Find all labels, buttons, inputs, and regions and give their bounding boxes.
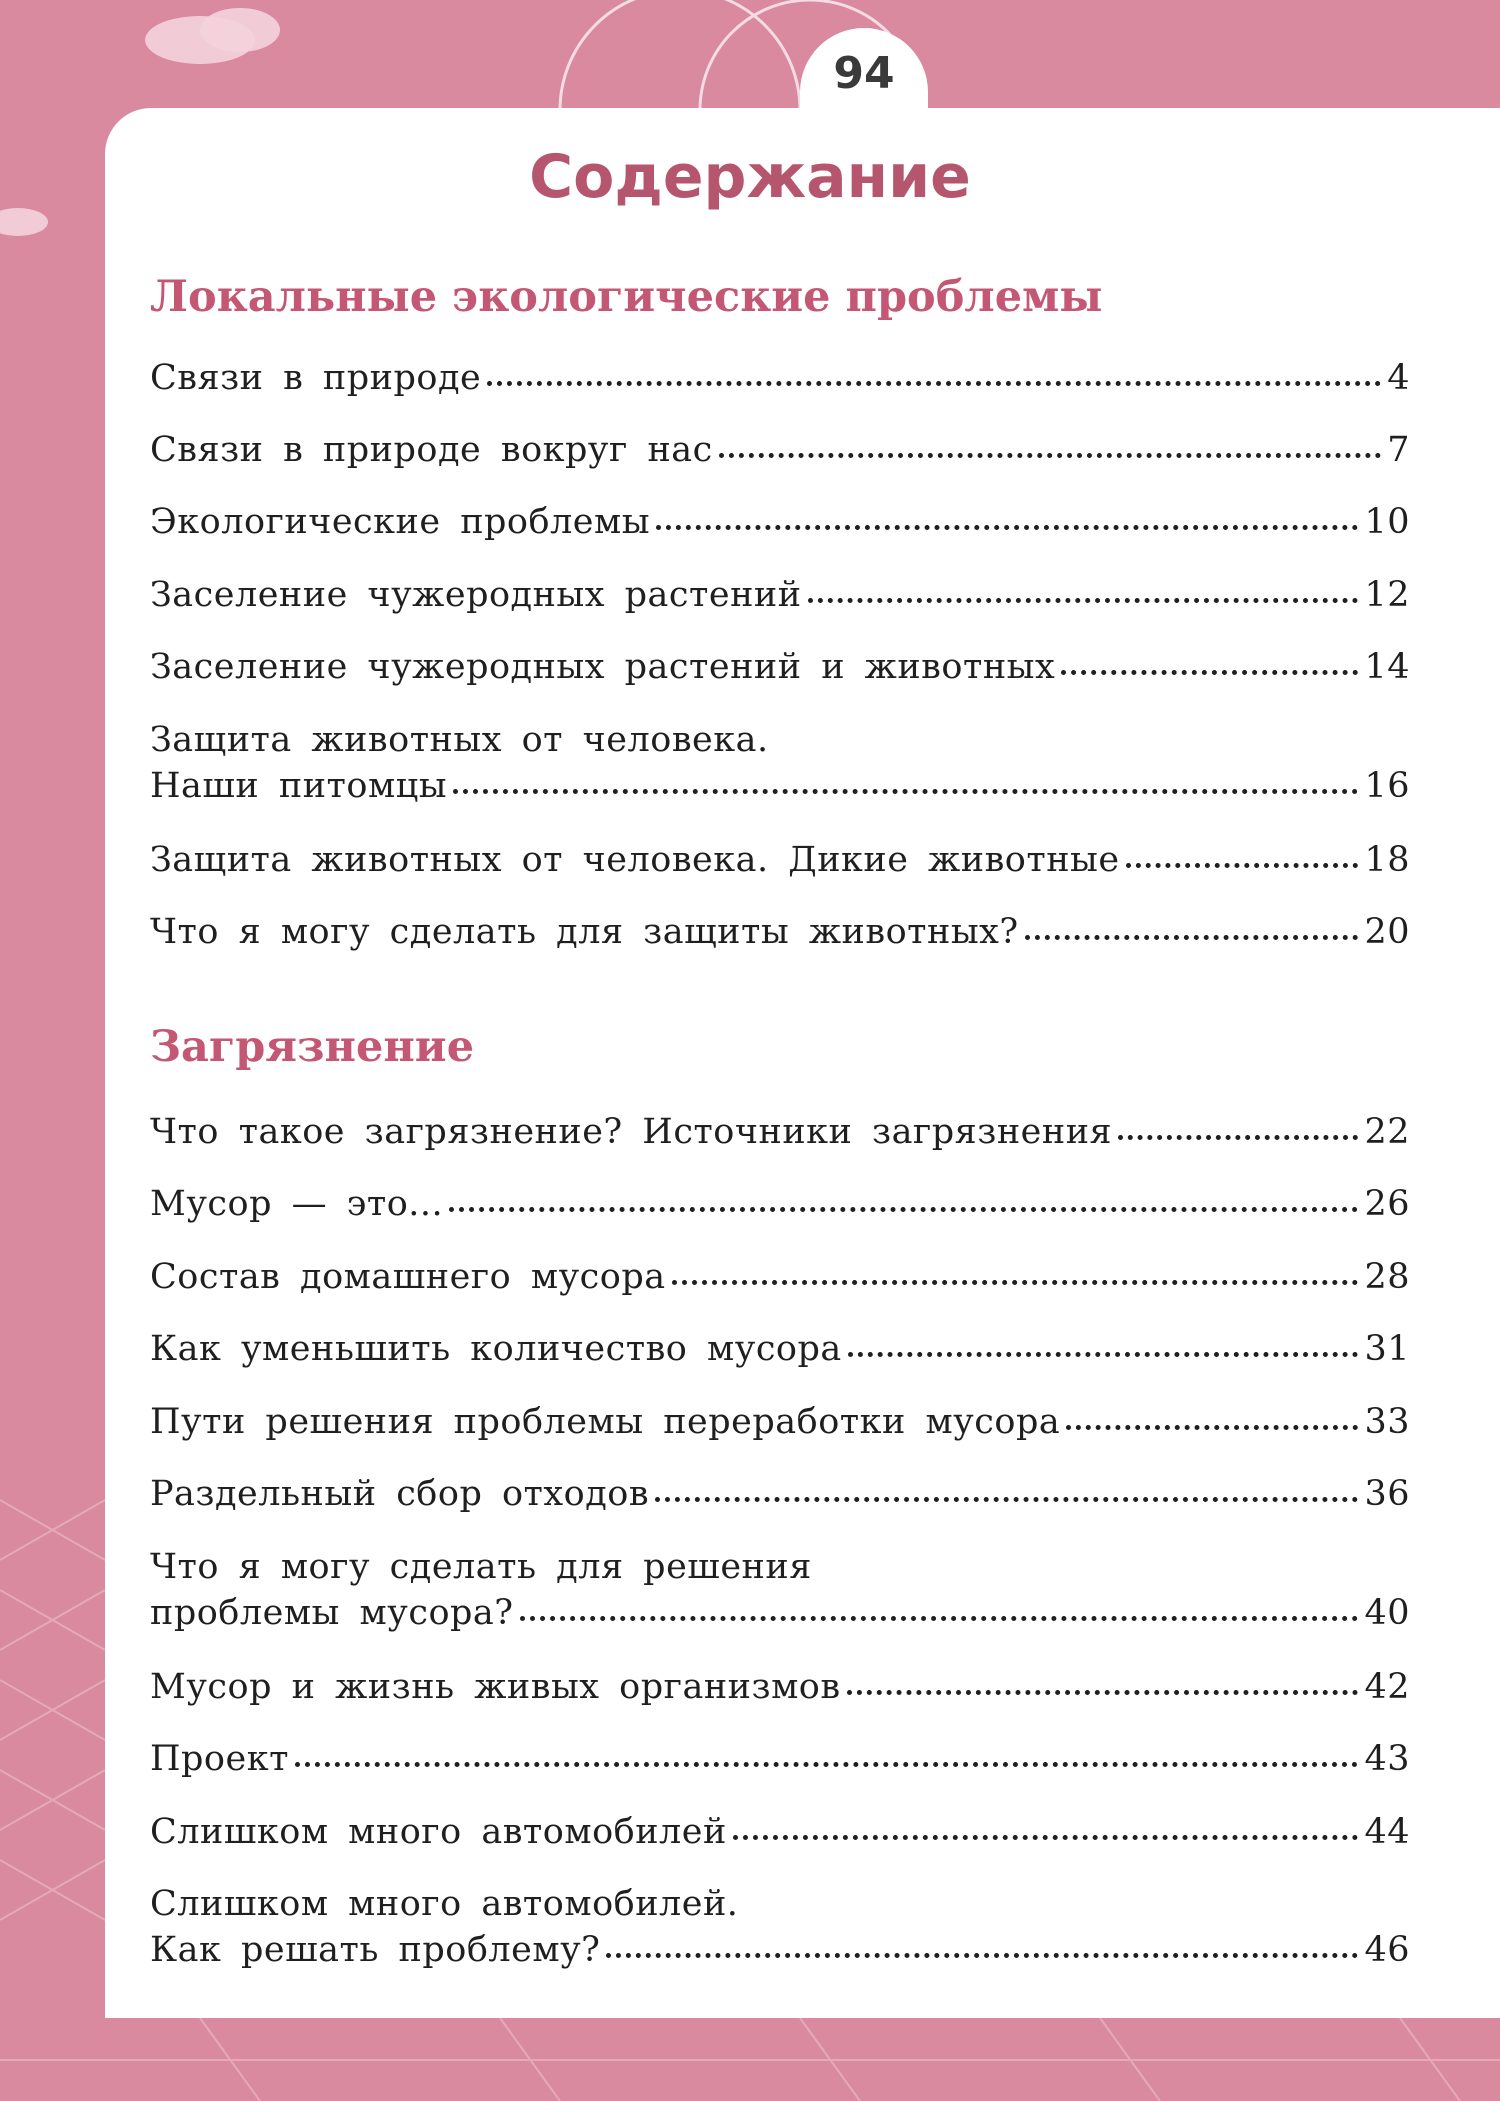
dot-leader [520, 1616, 1359, 1621]
toc-entry-title: Связи в природе вокруг нас [150, 430, 713, 470]
dot-leader [808, 598, 1359, 603]
toc-entry-page: 18 [1364, 840, 1410, 880]
dot-leader [1126, 863, 1359, 868]
toc-entry-page: 40 [1364, 1593, 1410, 1633]
toc-entry-title: Защита животных от человека. Дикие животные [150, 840, 1120, 880]
toc-entry[interactable] [150, 1884, 1410, 1970]
toc-entry[interactable] [150, 912, 1410, 952]
toc-entry-title: Наши питомцы [150, 766, 448, 806]
toc-entry-title: Связи в природе [150, 358, 482, 398]
toc-entry-title: Как решать проблему? [150, 1930, 601, 1970]
toc-entry[interactable] [150, 358, 1410, 398]
toc-entry-page: 26 [1364, 1184, 1410, 1224]
dot-leader [1066, 1425, 1358, 1430]
dot-leader [655, 1497, 1358, 1502]
toc-entry-page: 36 [1364, 1474, 1410, 1514]
toc-entry-page: 44 [1364, 1812, 1410, 1852]
toc-entry[interactable] [150, 1474, 1410, 1514]
page-number: 94 [833, 48, 895, 99]
toc-entry-title: Проект [150, 1739, 289, 1779]
toc-entry[interactable] [150, 1402, 1410, 1442]
toc-entry[interactable] [150, 430, 1410, 470]
toc-entry-page: 42 [1364, 1667, 1410, 1707]
dot-leader [453, 789, 1358, 794]
toc-entry-title: Что такое загрязнение? Источники загрязнения [150, 1112, 1113, 1152]
toc-entry-page: 7 [1387, 430, 1410, 470]
toc-entry[interactable] [150, 840, 1410, 880]
toc-entry[interactable] [150, 575, 1410, 615]
page-title: Содержание [529, 142, 971, 212]
toc-entry-title: Раздельный сбор отходов [150, 1474, 650, 1514]
toc-entry-page: 28 [1364, 1257, 1410, 1297]
dot-leader [848, 1352, 1359, 1357]
toc-entry-title: Мусор и жизнь живых организмов [150, 1667, 841, 1707]
toc-entry-page: 31 [1364, 1329, 1410, 1369]
toc-entry[interactable] [150, 1257, 1410, 1297]
dot-leader [295, 1762, 1359, 1767]
dot-leader [1025, 935, 1359, 940]
toc-entry-page: 16 [1364, 766, 1410, 806]
dot-leader [656, 525, 1358, 530]
toc-entry-title: Пути решения проблемы переработки мусора [150, 1402, 1061, 1442]
toc-entry-page: 43 [1364, 1739, 1410, 1779]
toc-entry[interactable] [150, 1184, 1410, 1224]
toc-entry-title-line1: Слишком много автомобилей. [150, 1884, 739, 1924]
toc-entry-title: Как уменьшить количество мусора [150, 1329, 842, 1369]
toc-entry[interactable] [150, 1812, 1410, 1852]
toc-entry[interactable] [150, 1329, 1410, 1369]
dot-leader [719, 453, 1381, 458]
dot-leader [672, 1280, 1359, 1285]
toc-entry-page: 12 [1364, 575, 1410, 615]
section-heading-local-problems: Локальные экологические проблемы [150, 272, 1103, 322]
toc-entry-title-line1: Что я могу сделать для решения [150, 1547, 812, 1587]
toc-entry[interactable] [150, 502, 1410, 542]
toc-entry-title: Заселение чужеродных растений и животных [150, 647, 1056, 687]
toc-entry[interactable] [150, 647, 1410, 687]
toc-entry-title: Мусор — это... [150, 1184, 444, 1224]
toc-entry[interactable] [150, 1547, 1410, 1633]
toc-entry-title: Заселение чужеродных растений [150, 575, 802, 615]
dot-leader [1061, 670, 1358, 675]
section-heading-pollution: Загрязнение [150, 1022, 475, 1072]
toc-entry-page: 4 [1387, 358, 1410, 398]
toc-entry-page: 14 [1364, 647, 1410, 687]
toc-entry-title: Состав домашнего мусора [150, 1257, 666, 1297]
toc-entry-title-line1: Защита животных от человека. [150, 720, 769, 760]
toc-entry-title: Экологические проблемы [150, 502, 651, 542]
dot-leader [487, 381, 1381, 386]
toc-entry-page: 10 [1364, 502, 1410, 542]
toc-entry-title: Что я могу сделать для защиты животных? [150, 912, 1019, 952]
toc-entry-title: Слишком много автомобилей [150, 1812, 727, 1852]
toc-entry-title: проблемы мусора? [150, 1593, 514, 1633]
toc-entry-page: 46 [1364, 1930, 1410, 1970]
dot-leader [847, 1690, 1359, 1695]
toc-entry-page: 22 [1364, 1112, 1410, 1152]
toc-entry-page: 33 [1364, 1402, 1410, 1442]
dot-leader [606, 1953, 1358, 1958]
toc-entry[interactable] [150, 1112, 1410, 1152]
toc-entry-page: 20 [1364, 912, 1410, 952]
dot-leader [449, 1207, 1358, 1212]
dot-leader [733, 1835, 1359, 1840]
dot-leader [1118, 1135, 1358, 1140]
toc-entry[interactable] [150, 720, 1410, 806]
toc-entry[interactable] [150, 1667, 1410, 1707]
toc-entry[interactable] [150, 1739, 1410, 1779]
